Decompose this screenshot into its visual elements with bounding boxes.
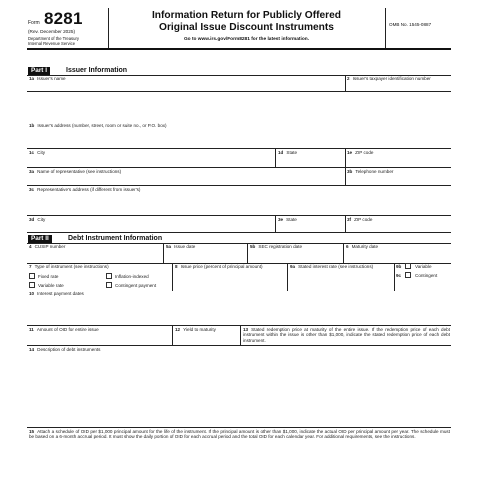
revision-date: (Rev. December 2025) — [28, 29, 76, 34]
inflation-indexed-label: Inflation-indexed — [115, 274, 149, 279]
issue-date-field[interactable]: 5a Issue date — [166, 244, 196, 249]
irs-label: Internal Revenue Service — [28, 41, 76, 46]
contingent-payment-label: Contingent payment — [115, 283, 157, 288]
inflation-indexed-checkbox[interactable] — [106, 273, 112, 279]
contingent-9c-checkbox[interactable] — [405, 272, 411, 278]
cusip-number-field[interactable]: 4 CUSIP number — [29, 244, 66, 249]
variable-rate-label: Variable rate — [38, 283, 64, 288]
part1-title: Issuer Information — [66, 67, 128, 74]
oid-schedule-instructions: 15 Attach a schedule of OID per $1,000 principal amount for the life of the instrument. If the principal amount is other than $1,000, indicate the actual OID per principal amount per year. The schedule must be based on a 6-month accrual period. It must show the daily portion of OID for each accrual period and the total OID for each calendar year. For additional requirements, see the instructions. — [29, 429, 450, 440]
issue-price-field[interactable]: 8 Issue price (percent of principal amount) — [175, 264, 263, 269]
issuer-tin-field[interactable]: 2 Issuer's taxpayer identification number — [347, 76, 431, 81]
representative-phone-field[interactable]: 3b Telephone number — [347, 169, 394, 174]
stated-redemption-price-field[interactable]: 13 Stated redemption price at maturity of the entire issue. If the redemption price of each debt instrument within the issue is other than $1,000, indicate the stated redemption price of each debt instrument. — [243, 327, 450, 343]
representative-name-field[interactable]: 3a Name of representative (see instructions) — [29, 169, 122, 174]
variable-9b-num: 9b — [396, 264, 402, 269]
form-number: 8281 — [44, 9, 83, 28]
omb-number: OMB No. 1545-0887 — [389, 22, 432, 27]
instrument-type-label: 7 Type of instrument (see instructions) — [29, 264, 109, 269]
representative-zip-field[interactable]: 3f ZIP code — [347, 217, 373, 222]
issuer-state-field[interactable]: 1d State — [278, 150, 298, 155]
contingent-9c-num: 9c — [396, 273, 402, 278]
part2-title: Debt Instrument Information — [68, 235, 163, 242]
department: Department of the Treasury — [28, 36, 79, 41]
form-word: Form — [28, 20, 40, 26]
debt-description-field[interactable]: 14 Description of debt instruments — [29, 347, 101, 352]
issuer-zip-field[interactable]: 1e ZIP code — [347, 150, 374, 155]
representative-state-field[interactable]: 3e State — [278, 217, 297, 222]
representative-city-field[interactable]: 3d City — [29, 217, 46, 222]
issuer-city-field[interactable]: 1c City — [29, 150, 46, 155]
issuer-name-field[interactable]: 1a Issuer's name — [29, 76, 66, 81]
fixed-rate-checkbox[interactable] — [29, 273, 35, 279]
representative-address-field[interactable]: 3c Representative's address (if different from issuer's) — [29, 187, 141, 192]
form-title-line1: Information Return for Publicly Offered — [151, 10, 342, 21]
variable-9b-checkbox[interactable] — [405, 263, 411, 269]
issuer-address-field[interactable]: 1b Issuer's address (number, street, room or suite no., or P.O. box) — [29, 123, 167, 128]
maturity-date-field[interactable]: 6 Maturity date — [346, 244, 379, 249]
stated-interest-rate-field[interactable]: 9a Stated interest rate (see instructions) — [290, 264, 374, 269]
part1-tag: Part I — [28, 67, 50, 75]
sec-registration-date-field[interactable]: 5b SEC registration date — [250, 244, 303, 249]
contingent-9c-label: Contingent — [415, 273, 438, 278]
oid-amount-field[interactable]: 11 Amount of OID for entire issue — [29, 327, 99, 332]
part2-tag: Part II — [28, 235, 52, 243]
fixed-rate-label: Fixed rate — [38, 274, 59, 279]
variable-9b-label: Variable — [415, 264, 432, 269]
interest-payment-dates-field[interactable]: 10 Interest payment dates — [29, 291, 84, 296]
yield-to-maturity-field[interactable]: 12 Yield to maturity — [175, 327, 216, 332]
form-title-line2: Original Issue Discount Instruments — [159, 22, 334, 33]
form-title — [108, 10, 385, 34]
variable-rate-checkbox[interactable] — [29, 282, 35, 288]
contingent-payment-checkbox[interactable] — [106, 282, 112, 288]
goto-url-text: Go to www.irs.gov/Form8281 for the latest information. — [183, 37, 310, 42]
